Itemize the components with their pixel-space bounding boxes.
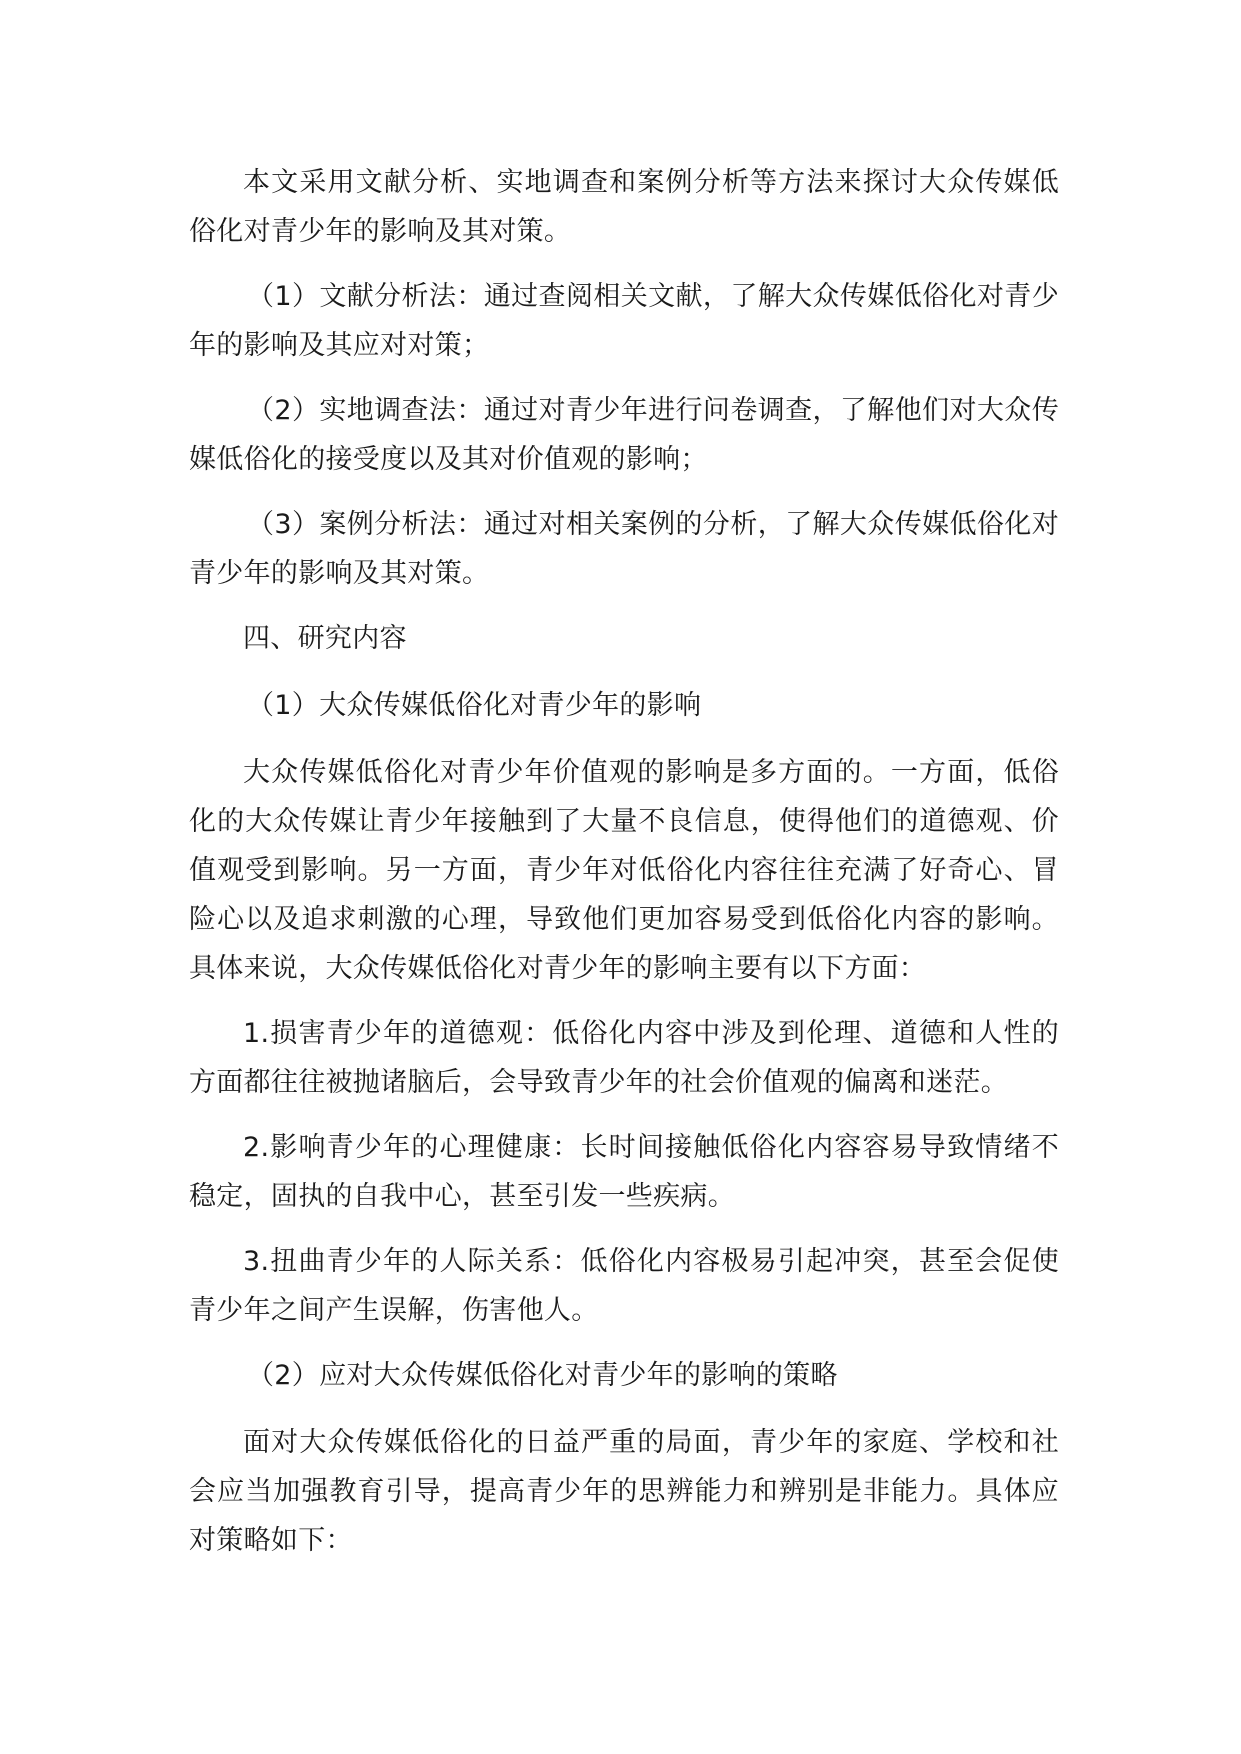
subheading-strategies: （2）应对大众传媒低俗化对青少年的影响的策略	[247, 1360, 838, 1391]
list-item-relationships: 3.扭曲青少年的人际关系：低俗化内容极易引起冲突，甚至会促使青少年之间产生误解，伤害他人。	[189, 1246, 1059, 1326]
paragraph-strategies-intro: 面对大众传媒低俗化的日益严重的局面，青少年的家庭、学校和社会应当加强教育引导，提高青少年的思辨能力和辨别是非能力。具体应对策略如下：	[189, 1427, 1059, 1556]
document-body	[189, 158, 1059, 1581]
paragraph-method-literature: （1）文献分析法：通过查阅相关文献，了解大众传媒低俗化对青少年的影响及其应对对策；	[189, 281, 1059, 361]
section-heading-research-content: 四、研究内容	[243, 623, 407, 654]
paragraph-method-case-study: （3）案例分析法：通过对相关案例的分析，了解大众传媒低俗化对青少年的影响及其对策。	[189, 509, 1059, 589]
paragraph-method-survey: （2）实地调查法：通过对青少年进行问卷调查，了解他们对大众传媒低俗化的接受度以及其对价值观的影响；	[189, 395, 1059, 475]
paragraph-methods-intro: 本文采用文献分析、实地调查和案例分析等方法来探讨大众传媒低俗化对青少年的影响及其对策。	[189, 167, 1059, 247]
list-item-mental-health: 2.影响青少年的心理健康：长时间接触低俗化内容容易导致情绪不稳定，固执的自我中心，甚至引发一些疾病。	[189, 1132, 1059, 1212]
paragraph-impact-overview: 大众传媒低俗化对青少年价值观的影响是多方面的。一方面，低俗化的大众传媒让青少年接触到了大量不良信息，使得他们的道德观、价值观受到影响。另一方面，青少年对低俗化内容往往充满了好奇心、冒险心以及追求刺激的心理，导致他们更加容易受到低俗化内容的影响。具体来说，大众传媒低俗化对青少年的影响主要有以下方面：	[189, 757, 1059, 984]
list-item-moral-damage: 1.损害青少年的道德观：低俗化内容中涉及到伦理、道德和人性的方面都往往被抛诸脑后，会导致青少年的社会价值观的偏离和迷茫。	[189, 1018, 1059, 1098]
subheading-impact: （1）大众传媒低俗化对青少年的影响	[247, 690, 702, 721]
